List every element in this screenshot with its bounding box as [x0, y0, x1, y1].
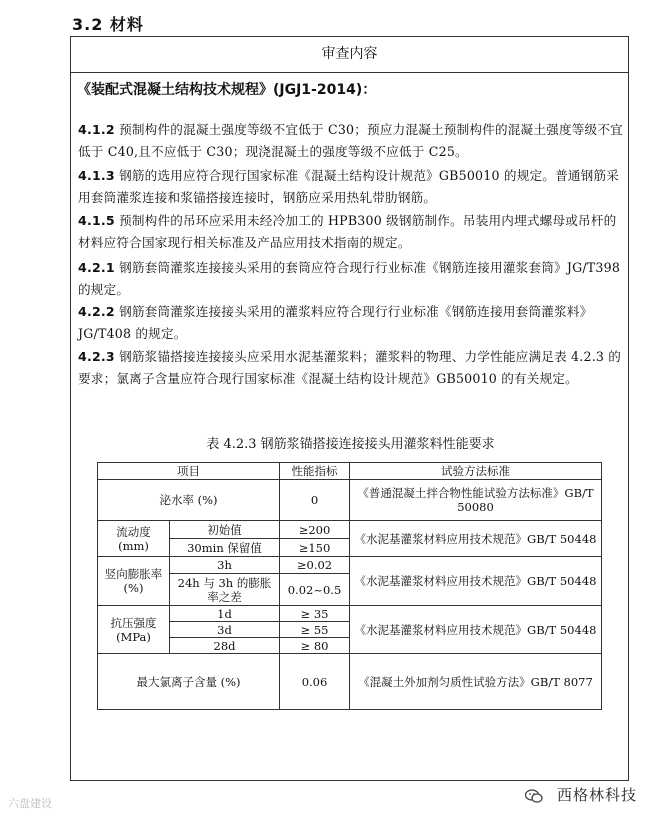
item-cell: 竖向膨胀率 (%) [98, 557, 170, 606]
clause-text: 预制构件的混凝土强度等级不宜低于 C30；预应力混凝土预制构件的混凝土强度等级不宜低于 C40,且不应低于 C30；现浇混凝土的强度等级不应低于 C25。 [78, 122, 623, 159]
value-cell: 0 [280, 480, 350, 521]
clause-number: 4.1.2 [78, 122, 115, 137]
value-cell: ≥ 35 [280, 606, 350, 622]
clause-text: 钢筋套筒灌浆连接接头采用的套筒应符合现行行业标准《钢筋连接用灌浆套筒》JG/T398 的规定。 [78, 260, 621, 297]
table-row [98, 557, 602, 574]
sub-item-cell: 初始值 [170, 521, 280, 539]
value-cell: ≥150 [280, 539, 350, 557]
value-cell: 0.06 [280, 654, 350, 710]
clause-number: 4.2.1 [78, 260, 115, 275]
clause [78, 346, 626, 389]
clause-number: 4.2.2 [78, 304, 115, 319]
frame-header: 审查内容 [71, 37, 628, 73]
wechat-icon [525, 789, 543, 803]
clause-text: 钢筋套筒灌浆连接接头采用的灌浆料应符合现行行业标准《钢筋连接用套筒灌浆料》JG/T408 的规定。 [78, 304, 593, 341]
header-method: 试验方法标准 [350, 463, 602, 480]
watermark-left: 六盘建设 [8, 797, 52, 810]
value-cell: ≥0.02 [280, 557, 350, 574]
clause [78, 119, 626, 162]
clause-number: 4.1.5 [78, 213, 115, 228]
table-row [98, 521, 602, 539]
sub-item-cell: 30min 保留值 [170, 539, 280, 557]
clause [78, 301, 626, 344]
section-title: 3.2 材料 [72, 15, 144, 34]
item-cell: 流动度 (mm) [98, 521, 170, 557]
clause [78, 210, 626, 253]
clause-number: 4.1.3 [78, 168, 115, 183]
sub-item-cell: 3h [170, 557, 280, 574]
method-cell: 《水泥基灌浆材料应用技术规范》GB/T 50448 [350, 606, 602, 654]
clause-text: 钢筋浆锚搭接连接接头应采用水泥基灌浆料；灌浆料的物理、力学性能应满足表 4.2.3 的要求；氯离子含量应符合现行国家标准《混凝土结构设计规范》GB50010 的有关规定。 [78, 349, 622, 386]
table-caption: 表 4.2.3 钢筋浆锚搭接连接接头用灌浆料性能要求 [206, 437, 495, 452]
table-row [98, 480, 602, 521]
item-cell: 最大氯离子含量 (%) [98, 654, 280, 710]
table-row [98, 606, 602, 622]
method-cell: 《水泥基灌浆材料应用技术规范》GB/T 50448 [350, 521, 602, 557]
clause [78, 165, 626, 208]
clause [78, 257, 626, 300]
method-cell: 《混凝土外加剂匀质性试验方法》GB/T 8077 [350, 654, 602, 710]
requirements-table [97, 462, 602, 710]
header-value: 性能指标 [280, 463, 350, 480]
table-header-row [98, 463, 602, 480]
sub-item-cell: 24h 与 3h 的膨胀率之差 [170, 574, 280, 606]
clause-number: 4.2.3 [78, 349, 115, 364]
review-frame [70, 36, 629, 781]
sub-item-cell: 1d [170, 606, 280, 622]
value-cell: ≥ 80 [280, 638, 350, 654]
method-cell: 《水泥基灌浆材料应用技术规范》GB/T 50448 [350, 557, 602, 606]
header-item: 项目 [98, 463, 280, 480]
standard-title: 《装配式混凝土结构技术规程》(JGJ1-2014)： [77, 82, 377, 98]
value-cell: ≥ 55 [280, 622, 350, 638]
value-cell: ≥200 [280, 521, 350, 539]
clause-text: 预制构件的吊环应采用未经冷加工的 HPB300 级钢筋制作。吊装用内埋式螺母或吊杆的材料应符合国家现行相关标准及产品应用技术指南的规定。 [78, 213, 617, 250]
clause-text: 钢筋的选用应符合现行国家标准《混凝土结构设计规范》GB50010 的规定。普通钢筋采用套筒灌浆连接和浆锚搭接连接时，钢筋应采用热轧带肋钢筋。 [78, 168, 620, 205]
sub-item-cell: 28d [170, 638, 280, 654]
sub-item-cell: 3d [170, 622, 280, 638]
method-cell: 《普通混凝土拌合物性能试验方法标准》GB/T 50080 [350, 480, 602, 521]
item-cell: 抗压强度 (MPa) [98, 606, 170, 654]
value-cell: 0.02~0.5 [280, 574, 350, 606]
watermark-brand: 西格林科技 [556, 786, 637, 804]
table-row [98, 654, 602, 710]
item-cell: 泌水率 (%) [98, 480, 280, 521]
